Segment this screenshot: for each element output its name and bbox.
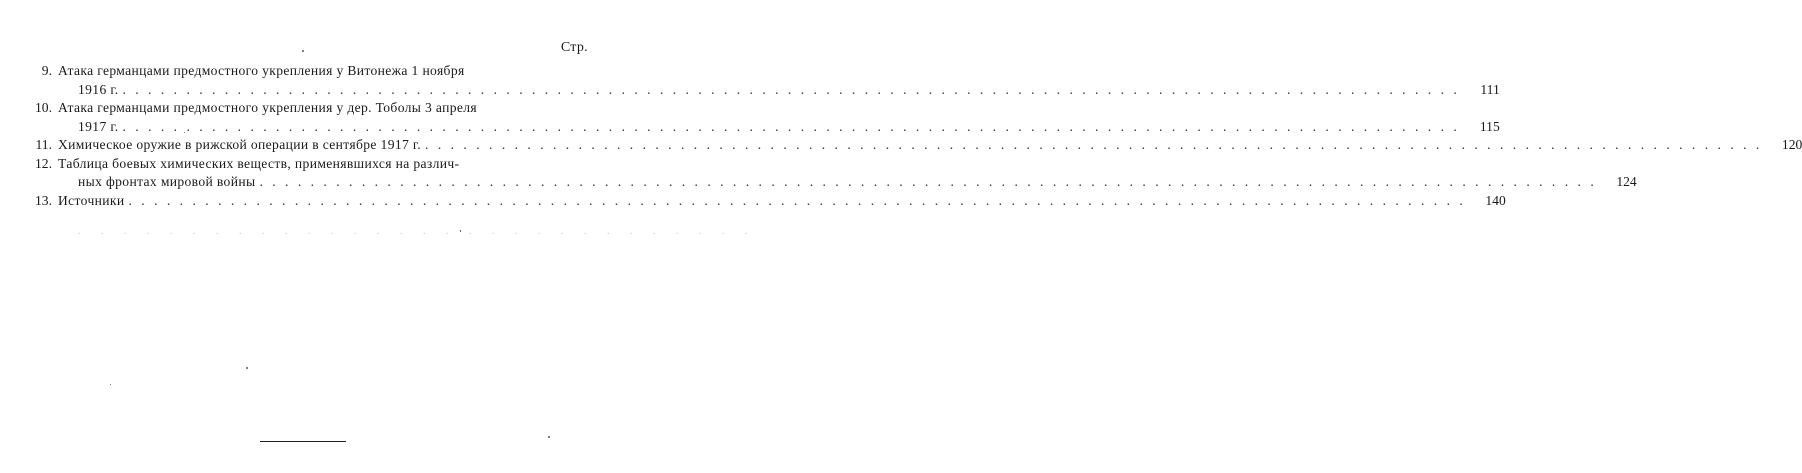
print-speck	[460, 230, 461, 232]
toc-entry-title-line: ных фронтах мировой войны	[78, 174, 256, 189]
toc-entry-page: 140	[1485, 192, 1506, 208]
page-column-header: Стр.	[560, 40, 588, 55]
toc-entry-line	[58, 192, 1506, 211]
toc-entry	[20, 99, 1500, 136]
closing-rule	[260, 441, 346, 442]
toc-leader-dots	[128, 192, 1465, 211]
toc-entry-title-line: Химическое оружие в рижской операции в сентябре 1917 г.	[58, 137, 422, 152]
toc-entry-title-line: 1917 г.	[78, 118, 119, 134]
toc-entry	[20, 62, 1500, 99]
toc-entry-line	[58, 81, 1500, 100]
toc-entry-line	[58, 136, 1802, 155]
toc-entry-number: 12.	[35, 155, 52, 171]
toc-entry-number: 11.	[35, 137, 52, 152]
print-speck	[184, 132, 185, 133]
toc-entry-page: 124	[1616, 174, 1637, 189]
toc-entry-page: 115	[1479, 118, 1500, 134]
toc-entry-line	[58, 155, 1637, 174]
toc-entry-body	[58, 62, 1500, 99]
toc-entry-number: 9.	[41, 63, 52, 78]
toc-entry-line	[58, 118, 1500, 137]
toc-entry	[20, 192, 1506, 211]
toc-entry-title-line: Атака германцами предмостного укрепления у дер. Тоболы 3 апреля	[58, 100, 478, 115]
print-speck	[246, 367, 248, 369]
toc-leader-dots	[425, 136, 1762, 155]
toc-leader-dots	[259, 173, 1596, 192]
toc-entry-body	[58, 192, 1506, 211]
print-speck	[110, 384, 111, 385]
toc-entry	[20, 155, 1637, 192]
toc-entry-number: 13.	[35, 192, 52, 208]
toc-entry-body	[58, 136, 1802, 155]
print-speck	[548, 436, 550, 438]
toc-entry-title-line: Источники	[58, 192, 125, 208]
toc-entry-body	[58, 155, 1637, 192]
toc-leader-dots	[122, 81, 1459, 100]
toc-entry-title-line: 1916 г.	[78, 81, 119, 97]
toc-entry-line	[58, 99, 1500, 118]
toc-entry	[20, 136, 1802, 155]
toc-entry-page: 111	[1480, 81, 1500, 97]
toc-entry-number: 10.	[35, 100, 52, 115]
toc-entry-body	[58, 99, 1500, 136]
toc-entry-title-line: Атака германцами предмостного укрепления у Витонежа 1 ноября	[58, 63, 465, 78]
toc-entry-line	[58, 173, 1637, 192]
toc-leader-dots	[122, 118, 1459, 137]
toc-entry-line	[58, 62, 1500, 81]
toc-entry-title-line: Таблица боевых химических веществ, применявшихся на различ-	[58, 155, 460, 171]
faint-dotted-line	[78, 226, 288, 230]
table-of-contents	[20, 62, 1802, 210]
toc-entry-page: 120	[1781, 137, 1802, 152]
print-speck	[302, 50, 304, 52]
